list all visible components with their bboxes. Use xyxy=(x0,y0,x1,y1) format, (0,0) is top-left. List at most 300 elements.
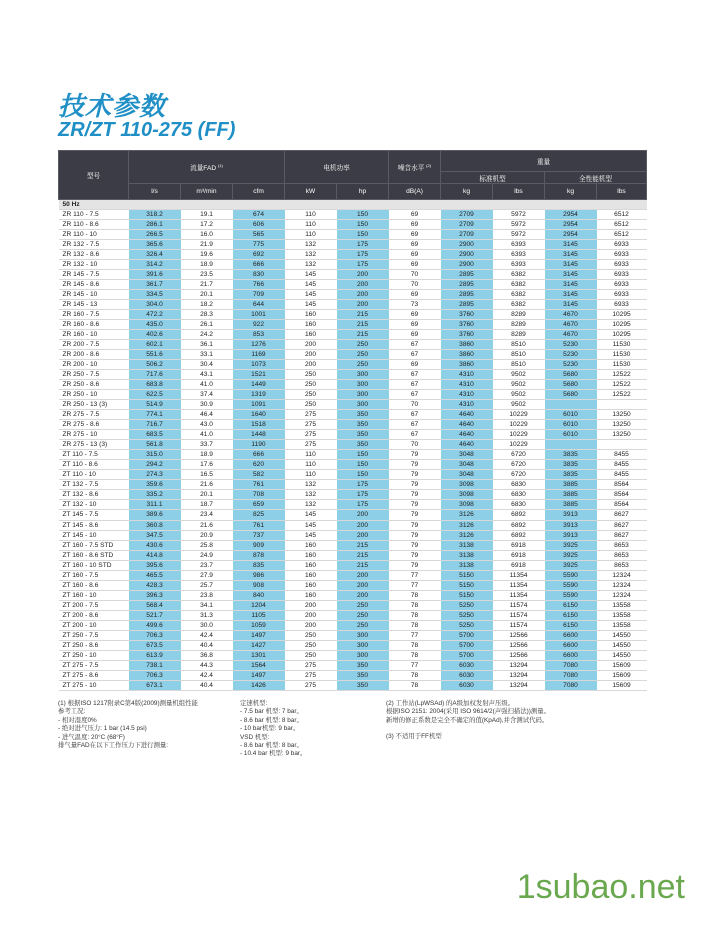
value-cell: 145 xyxy=(285,510,337,520)
value-cell: 30.0 xyxy=(181,620,233,630)
value-cell: 3126 xyxy=(441,520,493,530)
model-cell: ZR 132 - 7.5 xyxy=(59,240,129,250)
value-cell: 25.8 xyxy=(181,540,233,550)
table-row xyxy=(59,230,647,240)
model-cell: ZR 145 - 10 xyxy=(59,290,129,300)
note-line: - 8.6 bar 机型: 8 bar。 xyxy=(240,716,303,724)
value-cell: 110 xyxy=(285,460,337,470)
value-cell: 365.6 xyxy=(129,240,181,250)
value-cell: 8510 xyxy=(493,350,545,360)
value-cell: 4310 xyxy=(441,390,493,400)
header-full-feature: 全性能机型 xyxy=(545,172,647,184)
value-cell: 300 xyxy=(337,630,389,640)
value-cell: 67 xyxy=(389,370,441,380)
value-cell: 14550 xyxy=(597,640,647,650)
value-cell: 215 xyxy=(337,560,389,570)
value-cell: 402.6 xyxy=(129,330,181,340)
value-cell: 13250 xyxy=(597,410,647,420)
value-cell: 150 xyxy=(337,230,389,240)
value-cell: 5972 xyxy=(493,230,545,240)
value-cell: 620 xyxy=(233,460,285,470)
unit-header: lbs xyxy=(493,184,545,200)
value-cell: 666 xyxy=(233,450,285,460)
value-cell: 160 xyxy=(285,310,337,320)
model-cell: ZR 250 - 7.5 xyxy=(59,370,129,380)
table-row xyxy=(59,410,647,420)
value-cell: 5700 xyxy=(441,650,493,660)
value-cell: 5590 xyxy=(545,570,597,580)
table-row xyxy=(59,610,647,620)
value-cell: 8627 xyxy=(597,510,647,520)
value-cell: 8627 xyxy=(597,520,647,530)
note-line: - 相对湿度0% xyxy=(58,716,97,724)
value-cell: 10295 xyxy=(597,310,647,320)
value-cell: 77 xyxy=(389,570,441,580)
value-cell: 67 xyxy=(389,380,441,390)
value-cell: 3913 xyxy=(545,530,597,540)
value-cell: 70 xyxy=(389,400,441,410)
value-cell: 36.8 xyxy=(181,650,233,660)
value-cell: 2895 xyxy=(441,270,493,280)
value-cell: 761 xyxy=(233,480,285,490)
value-cell: 73 xyxy=(389,300,441,310)
value-cell: 24.9 xyxy=(181,550,233,560)
value-cell: 34.1 xyxy=(181,600,233,610)
value-cell: 13558 xyxy=(597,620,647,630)
value-cell: 6918 xyxy=(493,560,545,570)
unit-header: cfm xyxy=(233,184,285,200)
value-cell: 69 xyxy=(389,260,441,270)
value-cell: 318.2 xyxy=(129,210,181,220)
value-cell: 69 xyxy=(389,220,441,230)
value-cell: 2900 xyxy=(441,260,493,270)
value-cell: 175 xyxy=(337,260,389,270)
value-cell: 266.5 xyxy=(129,230,181,240)
table-row xyxy=(59,280,647,290)
unit-header: kW xyxy=(285,184,337,200)
value-cell: 673.1 xyxy=(129,680,181,690)
value-cell: 13294 xyxy=(493,660,545,670)
value-cell: 275 xyxy=(285,440,337,450)
value-cell: 33.7 xyxy=(181,440,233,450)
table-row xyxy=(59,570,647,580)
value-cell: 5590 xyxy=(545,590,597,600)
value-cell: 132 xyxy=(285,480,337,490)
value-cell: 8510 xyxy=(493,340,545,350)
value-cell: 3048 xyxy=(441,450,493,460)
value-cell: 70 xyxy=(389,440,441,450)
value-cell: 3145 xyxy=(545,240,597,250)
model-cell: ZR 160 - 10 xyxy=(59,330,129,340)
value-cell: 499.6 xyxy=(129,620,181,630)
value-cell: 26.1 xyxy=(181,320,233,330)
model-cell: ZT 160 - 8.6 STD xyxy=(59,550,129,560)
table-row xyxy=(59,270,647,280)
value-cell: 12324 xyxy=(597,590,647,600)
table-row xyxy=(59,580,647,590)
model-cell: ZT 132 - 8.6 xyxy=(59,490,129,500)
value-cell: 3913 xyxy=(545,510,597,520)
value-cell: 250 xyxy=(285,630,337,640)
unit-header: dB(A) xyxy=(389,184,441,200)
value-cell: 145 xyxy=(285,270,337,280)
value-cell: 300 xyxy=(337,380,389,390)
value-cell: 6010 xyxy=(545,420,597,430)
value-cell: 3145 xyxy=(545,300,597,310)
value-cell: 2709 xyxy=(441,220,493,230)
value-cell: 350 xyxy=(337,680,389,690)
value-cell: 132 xyxy=(285,240,337,250)
spec-table xyxy=(58,150,647,691)
value-cell: 840 xyxy=(233,590,285,600)
value-cell: 6892 xyxy=(493,520,545,530)
model-cell: ZR 132 - 10 xyxy=(59,260,129,270)
value-cell: 602.1 xyxy=(129,340,181,350)
value-cell: 8653 xyxy=(597,560,647,570)
note-line: VSD 机型: xyxy=(240,733,270,741)
value-cell: 6030 xyxy=(441,680,493,690)
value-cell: 853 xyxy=(233,330,285,340)
value-cell: 2709 xyxy=(441,210,493,220)
value-cell: 3098 xyxy=(441,490,493,500)
value-cell: 145 xyxy=(285,290,337,300)
value-cell: 3885 xyxy=(545,480,597,490)
value-cell: 4310 xyxy=(441,370,493,380)
value-cell: 6933 xyxy=(597,270,647,280)
value-cell: 160 xyxy=(285,590,337,600)
value-cell: 19.1 xyxy=(181,210,233,220)
value-cell: 7080 xyxy=(545,660,597,670)
value-cell: 79 xyxy=(389,450,441,460)
value-cell: 2895 xyxy=(441,280,493,290)
value-cell: 175 xyxy=(337,250,389,260)
notes-noise xyxy=(386,700,550,742)
value-cell: 5590 xyxy=(545,580,597,590)
value-cell: 8564 xyxy=(597,480,647,490)
value-cell: 4310 xyxy=(441,400,493,410)
value-cell: 79 xyxy=(389,480,441,490)
value-cell: 250 xyxy=(285,370,337,380)
value-cell: 716.7 xyxy=(129,420,181,430)
value-cell: 250 xyxy=(285,400,337,410)
value-cell: 110 xyxy=(285,470,337,480)
value-cell: 36.1 xyxy=(181,340,233,350)
value-cell: 30.9 xyxy=(181,400,233,410)
value-cell: 5150 xyxy=(441,590,493,600)
value-cell: 674 xyxy=(233,210,285,220)
table-row xyxy=(59,660,647,670)
value-cell: 6393 xyxy=(493,240,545,250)
note-line: (2) 工作站(LpWSAd) 的A级加权发射声压级。 xyxy=(386,700,515,707)
value-cell: 77 xyxy=(389,630,441,640)
table-row xyxy=(59,330,647,340)
value-cell: 4640 xyxy=(441,430,493,440)
value-cell: 334.5 xyxy=(129,290,181,300)
value-cell: 150 xyxy=(337,220,389,230)
value-cell: 472.2 xyxy=(129,310,181,320)
page-subtitle: ZR/ZT 110-275 (FF) xyxy=(58,119,236,141)
value-cell: 23.4 xyxy=(181,510,233,520)
value-cell: 78 xyxy=(389,680,441,690)
table-row xyxy=(59,560,647,570)
value-cell: 13250 xyxy=(597,420,647,430)
value-cell: 41.0 xyxy=(181,430,233,440)
value-cell: 1521 xyxy=(233,370,285,380)
value-cell: 6382 xyxy=(493,270,545,280)
value-cell: 428.3 xyxy=(129,580,181,590)
value-cell: 13250 xyxy=(597,430,647,440)
value-cell: 160 xyxy=(285,320,337,330)
value-cell: 395.6 xyxy=(129,560,181,570)
value-cell: 145 xyxy=(285,300,337,310)
value-cell: 6933 xyxy=(597,290,647,300)
table-row xyxy=(59,400,647,410)
value-cell: 1518 xyxy=(233,420,285,430)
value-cell: 200 xyxy=(337,290,389,300)
value-cell: 42.4 xyxy=(181,630,233,640)
value-cell: 347.5 xyxy=(129,530,181,540)
value-cell: 110 xyxy=(285,450,337,460)
value-cell: 11530 xyxy=(597,340,647,350)
value-cell: 145 xyxy=(285,530,337,540)
value-cell: 6150 xyxy=(545,610,597,620)
value-cell: 150 xyxy=(337,470,389,480)
model-cell: ZR 275 - 7.5 xyxy=(59,410,129,420)
model-cell: ZT 250 - 10 xyxy=(59,650,129,660)
value-cell: 3835 xyxy=(545,450,597,460)
value-cell: 15609 xyxy=(597,660,647,670)
value-cell: 15609 xyxy=(597,670,647,680)
value-cell: 12522 xyxy=(597,380,647,390)
value-cell: 311.1 xyxy=(129,500,181,510)
value-cell: 175 xyxy=(337,500,389,510)
value-cell: 79 xyxy=(389,520,441,530)
value-cell: 8455 xyxy=(597,450,647,460)
value-cell: 78 xyxy=(389,620,441,630)
value-cell: 16.5 xyxy=(181,470,233,480)
header-motor: 电机功率 xyxy=(285,151,389,184)
value-cell: 4640 xyxy=(441,410,493,420)
value-cell: 13294 xyxy=(493,680,545,690)
value-cell: 5700 xyxy=(441,630,493,640)
value-cell: 200 xyxy=(285,350,337,360)
value-cell: 250 xyxy=(337,620,389,630)
value-cell: 132 xyxy=(285,260,337,270)
value-cell: 12324 xyxy=(597,570,647,580)
value-cell: 3138 xyxy=(441,540,493,550)
value-cell: 46.4 xyxy=(181,410,233,420)
value-cell: 40.4 xyxy=(181,680,233,690)
value-cell: 350 xyxy=(337,670,389,680)
value-cell: 160 xyxy=(285,540,337,550)
value-cell: 79 xyxy=(389,540,441,550)
value-cell: 1319 xyxy=(233,390,285,400)
table-row xyxy=(59,420,647,430)
value-cell: 3925 xyxy=(545,560,597,570)
value-cell: 3138 xyxy=(441,550,493,560)
model-cell: ZT 160 - 7.5 xyxy=(59,570,129,580)
value-cell: 6600 xyxy=(545,630,597,640)
value-cell: 44.3 xyxy=(181,660,233,670)
model-cell: ZR 160 - 8.6 xyxy=(59,320,129,330)
value-cell: 738.1 xyxy=(129,660,181,670)
table-row xyxy=(59,300,647,310)
value-cell: 350 xyxy=(337,430,389,440)
value-cell: 6933 xyxy=(597,260,647,270)
value-cell: 3860 xyxy=(441,340,493,350)
value-cell: 79 xyxy=(389,490,441,500)
value-cell: 5972 xyxy=(493,210,545,220)
model-cell: ZT 132 - 10 xyxy=(59,500,129,510)
value-cell: 300 xyxy=(337,400,389,410)
value-cell: 9502 xyxy=(493,390,545,400)
value-cell: 175 xyxy=(337,490,389,500)
value-cell: 1091 xyxy=(233,400,285,410)
value-cell: 6150 xyxy=(545,620,597,630)
value-cell: 132 xyxy=(285,500,337,510)
value-cell: 5230 xyxy=(545,350,597,360)
value-cell: 3145 xyxy=(545,290,597,300)
value-cell: 79 xyxy=(389,470,441,480)
value-cell: 825 xyxy=(233,510,285,520)
value-cell: 9502 xyxy=(493,380,545,390)
value-cell: 5680 xyxy=(545,390,597,400)
model-cell: ZR 275 - 10 xyxy=(59,430,129,440)
value-cell: 3860 xyxy=(441,360,493,370)
value-cell: 294.2 xyxy=(129,460,181,470)
value-cell: 6933 xyxy=(597,280,647,290)
value-cell: 11354 xyxy=(493,580,545,590)
value-cell xyxy=(545,400,597,410)
value-cell: 17.6 xyxy=(181,460,233,470)
value-cell: 3913 xyxy=(545,520,597,530)
value-cell: 514.9 xyxy=(129,400,181,410)
model-cell: ZT 200 - 8.6 xyxy=(59,610,129,620)
value-cell: 350 xyxy=(337,440,389,450)
value-cell xyxy=(597,440,647,450)
table-row xyxy=(59,210,647,220)
value-cell: 2900 xyxy=(441,240,493,250)
value-cell: 250 xyxy=(285,380,337,390)
value-cell: 215 xyxy=(337,320,389,330)
table-row xyxy=(59,670,647,680)
table-row xyxy=(59,640,647,650)
value-cell: 1276 xyxy=(233,340,285,350)
value-cell: 12566 xyxy=(493,650,545,660)
table-row xyxy=(59,470,647,480)
value-cell: 18.9 xyxy=(181,450,233,460)
value-cell: 666 xyxy=(233,260,285,270)
value-cell: 3126 xyxy=(441,530,493,540)
note-line: 排气量FAD在以下工作压力下进行测量: xyxy=(58,742,169,750)
note-line: 参考工况: xyxy=(58,708,86,716)
value-cell: 160 xyxy=(285,570,337,580)
value-cell: 314.2 xyxy=(129,260,181,270)
value-cell: 20.1 xyxy=(181,290,233,300)
model-cell: ZT 160 - 10 STD xyxy=(59,560,129,570)
value-cell: 8564 xyxy=(597,500,647,510)
table-row xyxy=(59,490,647,500)
model-cell: ZR 200 - 10 xyxy=(59,360,129,370)
table-row xyxy=(59,540,647,550)
value-cell: 150 xyxy=(337,210,389,220)
value-cell: 20.1 xyxy=(181,490,233,500)
model-cell: ZT 110 - 10 xyxy=(59,470,129,480)
value-cell: 78 xyxy=(389,600,441,610)
value-cell: 360.8 xyxy=(129,520,181,530)
value-cell: 10295 xyxy=(597,330,647,340)
value-cell: 2954 xyxy=(545,230,597,240)
value-cell: 6393 xyxy=(493,250,545,260)
model-cell: ZR 132 - 8.6 xyxy=(59,250,129,260)
value-cell: 160 xyxy=(285,560,337,570)
table-row xyxy=(59,440,647,450)
value-cell: 3925 xyxy=(545,550,597,560)
value-cell: 132 xyxy=(285,490,337,500)
value-cell: 67 xyxy=(389,410,441,420)
value-cell: 1564 xyxy=(233,660,285,670)
value-cell: 6720 xyxy=(493,460,545,470)
value-cell: 521.7 xyxy=(129,610,181,620)
value-cell: 359.6 xyxy=(129,480,181,490)
value-cell: 683.8 xyxy=(129,380,181,390)
value-cell: 10229 xyxy=(493,430,545,440)
table-row xyxy=(59,310,647,320)
value-cell: 79 xyxy=(389,560,441,570)
model-cell: ZT 110 - 8.6 xyxy=(59,460,129,470)
note-line: (1) 根据ISO 1217附录C第4版(2009)测量机组性能 xyxy=(58,700,198,707)
value-cell: 6933 xyxy=(597,250,647,260)
value-cell: 12522 xyxy=(597,370,647,380)
value-cell: 7080 xyxy=(545,670,597,680)
unit-header: hp xyxy=(337,184,389,200)
table-row xyxy=(59,220,647,230)
value-cell: 69 xyxy=(389,330,441,340)
model-cell: ZT 145 - 10 xyxy=(59,530,129,540)
value-cell: 275 xyxy=(285,410,337,420)
value-cell: 200 xyxy=(337,280,389,290)
value-cell: 67 xyxy=(389,350,441,360)
value-cell: 42.4 xyxy=(181,670,233,680)
model-cell: ZT 275 - 10 xyxy=(59,680,129,690)
value-cell: 175 xyxy=(337,480,389,490)
value-cell: 160 xyxy=(285,580,337,590)
value-cell: 3885 xyxy=(545,500,597,510)
value-cell: 659 xyxy=(233,500,285,510)
value-cell: 275 xyxy=(285,430,337,440)
header-standard: 标准机型 xyxy=(441,172,545,184)
table-row xyxy=(59,530,647,540)
value-cell: 1169 xyxy=(233,350,285,360)
value-cell: 275 xyxy=(285,660,337,670)
value-cell: 1449 xyxy=(233,380,285,390)
value-cell: 4670 xyxy=(545,320,597,330)
value-cell: 2895 xyxy=(441,290,493,300)
value-cell: 673.5 xyxy=(129,640,181,650)
model-cell: ZR 275 - 13 (3) xyxy=(59,440,129,450)
value-cell: 250 xyxy=(337,340,389,350)
table-row xyxy=(59,320,647,330)
value-cell: 6918 xyxy=(493,540,545,550)
value-cell: 506.2 xyxy=(129,360,181,370)
value-cell: 6382 xyxy=(493,280,545,290)
value-cell: 30.4 xyxy=(181,360,233,370)
table-row xyxy=(59,460,647,470)
value-cell: 6933 xyxy=(597,300,647,310)
value-cell: 350 xyxy=(337,660,389,670)
value-cell: 200 xyxy=(285,620,337,630)
model-cell: ZR 160 - 7.5 xyxy=(59,310,129,320)
